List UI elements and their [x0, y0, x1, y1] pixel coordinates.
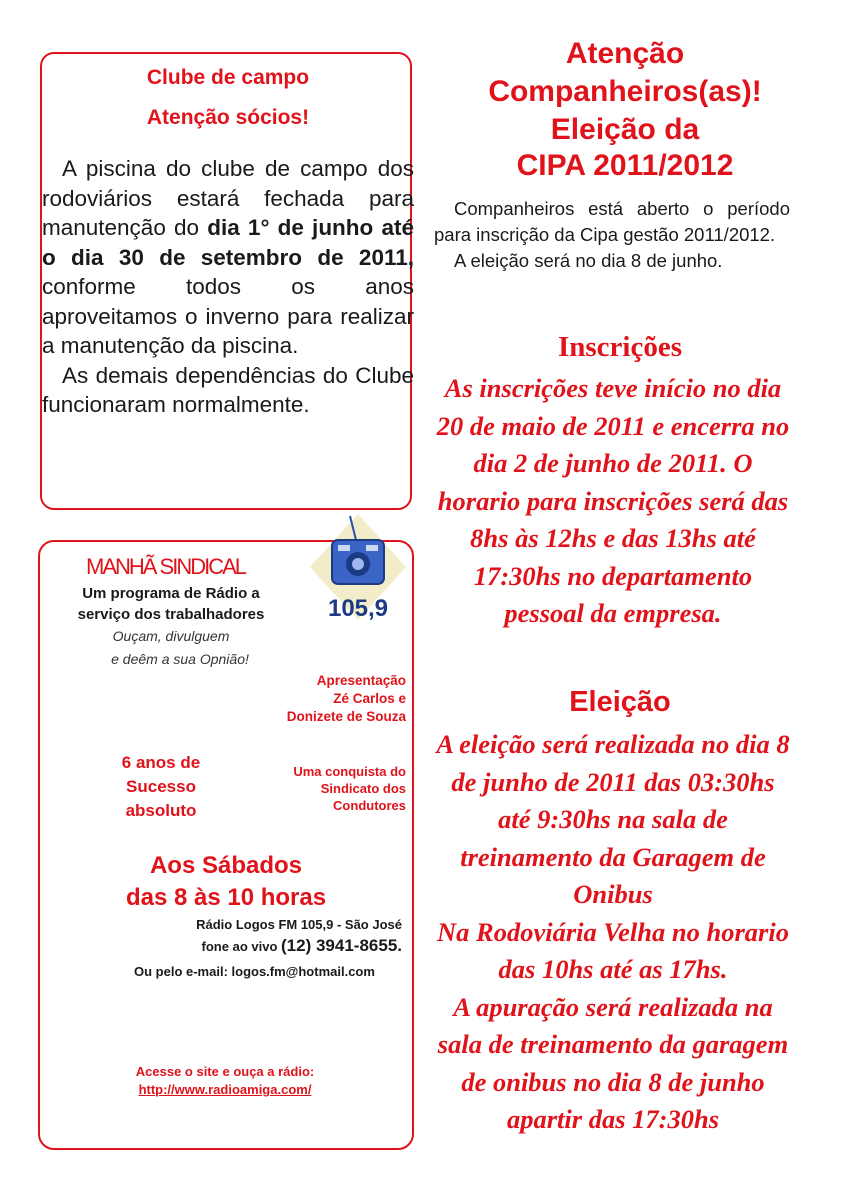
club-text-bold: dia 1° de junho até o dia 30 de setembro de 2011, — [42, 215, 414, 270]
phone-line — [150, 936, 402, 956]
club-text-c: conforme todos os anos aproveitamos o inverno para realizar a manutenção da piscina. — [42, 274, 414, 358]
cipa-title-3: Eleição da — [550, 113, 700, 146]
radio-script-1: Ouçam, divulguem — [112, 628, 230, 644]
presenters-3: Donizete de Souza — [286, 709, 406, 724]
eleicao-heading: Eleição — [569, 686, 671, 718]
club-notice-box — [40, 52, 412, 510]
presenters-1: Apresentação — [316, 673, 406, 688]
radio-tagline-2: serviço dos trabalhadores — [77, 606, 265, 623]
cipa-intro — [434, 196, 790, 274]
conquest-3: Condutores — [333, 798, 406, 813]
eleicao-text-2: Na Rodoviária Velha no horario das 10hs até as 17hs. — [437, 916, 789, 984]
email-line: Ou pelo e-mail: logos.fm@hotmail.com — [134, 964, 375, 979]
eleicao-text-1: A eleição será realizada no dia 8 de junho de 2011 das 03:30hs até 9:30hs na sala de treinamento da Garagem de Onibus — [436, 729, 790, 909]
radio-logo — [308, 512, 408, 632]
inscricoes-text: As inscrições teve início no dia 20 de maio de 2011 e encerra no dia 2 de junho de 2011. O horario para inscrições será das 8hs às 12hs e das 13hs até 17:30hs no departamento pessoal da empresa. — [436, 373, 790, 628]
eleicao-text — [432, 726, 794, 1139]
schedule-2: das 8 às 10 horas — [125, 884, 327, 911]
club-subtitle: Atenção sócios! — [146, 106, 310, 129]
club-title: Clube de campo — [146, 66, 310, 89]
success-2: Sucesso — [126, 777, 196, 796]
schedule-1: Aos Sábados — [149, 852, 303, 879]
phone-label: fone ao vivo — [201, 939, 278, 954]
cipa-title-4: CIPA 2011/2012 — [516, 149, 734, 182]
presenters-2: Zé Carlos e — [333, 691, 406, 706]
site-label: Acesse o site e ouça a rádio: — [135, 1064, 315, 1079]
radio-script-2: e deêm a sua Opnião! — [111, 651, 249, 667]
club-paragraph-1 — [42, 154, 414, 361]
cipa-intro-1: Companheiros está aberto o período para inscrição da Cipa gestão 2011/2012. — [434, 198, 790, 245]
conquest-2: Sindicato dos — [320, 781, 406, 796]
cipa-title-1: Atenção — [565, 37, 685, 70]
eleicao-text-3: A apuração será realizada na sala de treinamento da garagem de onibus no dia 8 de junho apartir das 17:30hs — [437, 991, 789, 1134]
success-3: absoluto — [125, 801, 197, 820]
inscricoes-heading: Inscrições — [557, 331, 683, 363]
conquest-1: Uma conquista do — [293, 764, 406, 779]
club-body — [42, 154, 414, 420]
station-line: Rádio Logos FM 105,9 - São José — [196, 917, 402, 932]
radio-tagline-1: Um programa de Rádio a — [82, 585, 260, 602]
site-link[interactable]: http://www.radioamiga.com/ — [138, 1082, 312, 1097]
phone-number: (12) 3941-8655. — [281, 936, 402, 955]
success-1: 6 anos de — [121, 753, 201, 772]
club-text-a: A piscina do clube de campo dos rodoviários estará fechada para manutenção do — [42, 156, 414, 240]
cipa-title-2: Companheiros(as)! — [488, 75, 762, 108]
frequency-label: 105,9 — [327, 595, 389, 622]
cipa-intro-2: A eleição será no dia 8 de junho. — [454, 250, 723, 271]
club-paragraph-2: As demais dependências do Clube funcionaram normalmente. — [42, 362, 414, 417]
radio-brand: MANHÃ SINDICAL — [86, 554, 246, 579]
